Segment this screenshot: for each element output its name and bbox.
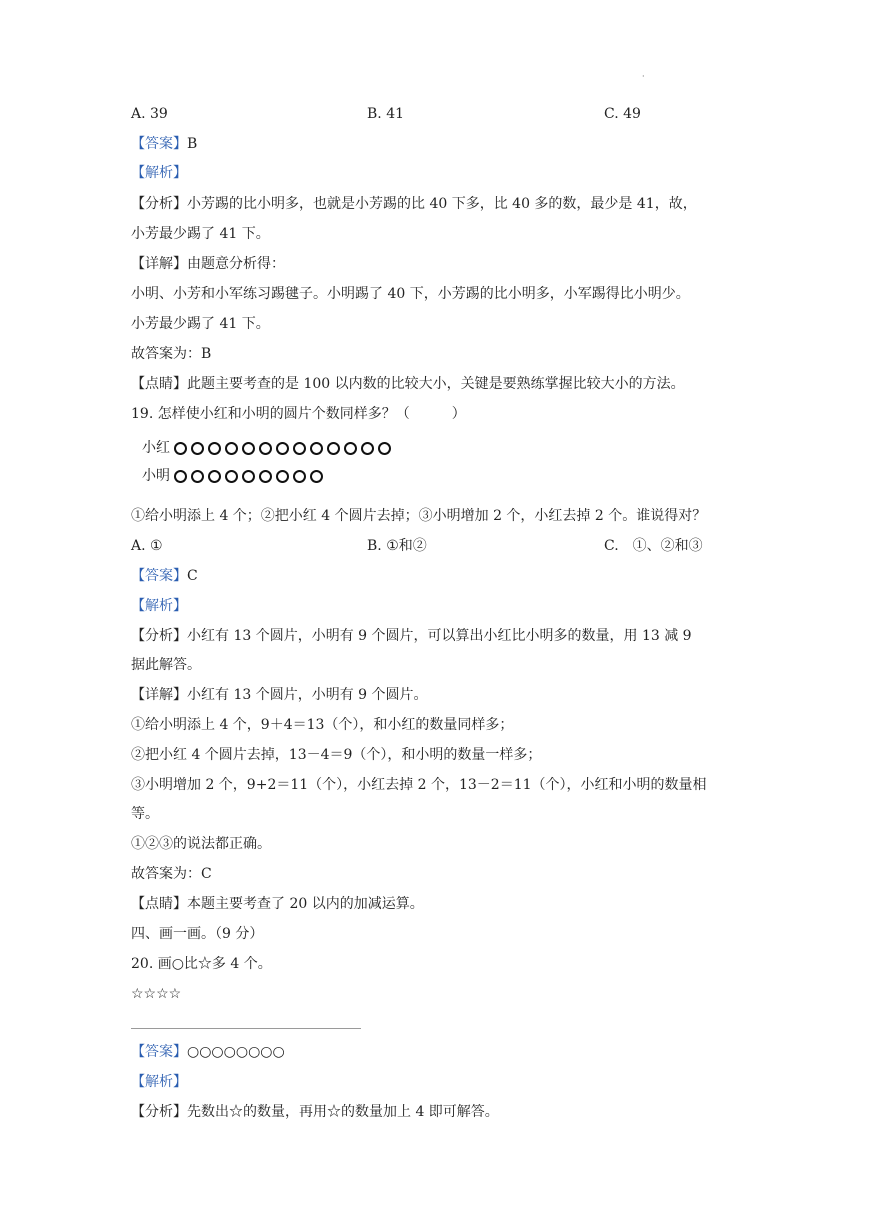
xiangjie-text: 小红有 13 个圆片，小明有 9 个圆片。 [187, 687, 428, 703]
q19-option-a: A. ① [131, 538, 163, 554]
disc-icon [344, 442, 357, 455]
dianjing-tag: 【点睛】 [131, 376, 187, 392]
q19-question: 19. 怎样使小红和小明的圆片个数同样多？（ ） [131, 406, 466, 422]
disc-icon [310, 470, 323, 483]
disc-icon [327, 442, 340, 455]
q18-dianjing [131, 374, 685, 394]
xiangjie-tag: 【详解】 [131, 256, 187, 272]
answer-text: C [187, 568, 198, 584]
disc-icon [293, 442, 306, 455]
disc-icon [174, 470, 187, 483]
section-4-title: 四、画一画。（9 分） [131, 926, 264, 942]
q20-question: 20. 画○比☆多 4 个。 [131, 956, 272, 972]
fenxi-text: 先数出☆的数量，再用☆的数量加上 4 即可解答。 [187, 1104, 499, 1120]
q18-xiangjie [131, 254, 285, 274]
disc-icon [259, 442, 272, 455]
q19-step-1: ①给小明添上 4 个，9＋4＝13（个），和小红的数量同样多； [131, 717, 514, 733]
disc-icon [378, 442, 391, 455]
xiaohong-circles [174, 437, 395, 459]
disc-icon [276, 442, 289, 455]
q18-fenxi-line2: 小芳最少踢了 41 下。 [131, 226, 270, 242]
q19-conclusion: ①②③的说法都正确。 [131, 836, 271, 852]
q19-fenxi [131, 626, 692, 646]
q20-stars: ☆☆☆☆ [131, 986, 182, 1002]
q19-step-3b: 等。 [131, 806, 159, 822]
fenxi-text: 小红有 13 个圆片，小明有 9 个圆片，可以算出小红比小明多的数量，用 13 减 9 [187, 628, 692, 644]
dianjing-text: 此题主要考查的是 100 以内数的比较大小，关键是要熟练掌握比较大小的方法。 [187, 376, 685, 392]
disc-icon [191, 442, 204, 455]
fenxi-tag: 【分析】 [131, 1104, 187, 1120]
answer-text: B [187, 136, 198, 152]
xiaohong-label: 小红 [142, 440, 170, 456]
disc-icon [225, 470, 238, 483]
q20-answer [131, 1042, 285, 1062]
answer-text: ○○○○○○○○ [187, 1044, 285, 1060]
q20-fenxi [131, 1102, 499, 1122]
answer-blank-line [131, 1028, 361, 1029]
answer-tag: 【答案】 [131, 1044, 187, 1060]
q19-step-3a: ③小明增加 2 个，9+2＝11（个），小红去掉 2 个，13－2＝11（个），小红和小明的数量相 [131, 777, 707, 793]
q19-analysis-tag: 【解析】 [131, 598, 187, 614]
q18-option-c: C. 49 [604, 106, 641, 122]
q18-option-b: B. 41 [367, 106, 405, 122]
q19-dianjing [131, 894, 424, 914]
xiaoming-circles [174, 465, 327, 487]
fenxi-tag: 【分析】 [131, 196, 187, 212]
dianjing-text: 本题主要考查了 20 以内的加减运算。 [187, 896, 424, 912]
xiaoming-label: 小明 [142, 468, 170, 484]
fenxi-tag: 【分析】 [131, 628, 187, 644]
disc-icon [276, 470, 289, 483]
disc-icon [242, 442, 255, 455]
q19-statement: ①给小明添上 4 个；②把小红 4 个圆片去掉；③小明增加 2 个，小红去掉 2 个。谁说得对？ [131, 508, 707, 524]
q19-answer [131, 566, 198, 586]
disc-icon [208, 470, 221, 483]
q18-body-2: 小芳最少踢了 41 下。 [131, 316, 270, 332]
corner-dot: · [642, 72, 645, 81]
q18-fenxi [131, 194, 697, 214]
disc-icon [361, 442, 374, 455]
xiangjie-text: 由题意分析得： [187, 256, 285, 272]
q18-analysis-tag: 【解析】 [131, 165, 187, 181]
xiaoming-row [142, 465, 327, 487]
q18-body-1: 小明、小芳和小军练习踢毽子。小明踢了 40 下，小芳踢的比小明多，小军踢得比小明少。 [131, 286, 690, 302]
q19-xiangjie [131, 685, 428, 705]
q19-option-c: C. ①、②和③ [604, 538, 703, 554]
disc-icon [174, 442, 187, 455]
xiaohong-row [142, 437, 395, 459]
answer-tag: 【答案】 [131, 568, 187, 584]
fenxi-text: 小芳踢的比小明多，也就是小芳踢的比 40 下多，比 40 多的数，最少是 41，故， [187, 196, 697, 212]
dianjing-tag: 【点睛】 [131, 896, 187, 912]
q18-final: 故答案为：B [131, 346, 212, 362]
answer-tag: 【答案】 [131, 136, 187, 152]
xiangjie-tag: 【详解】 [131, 687, 187, 703]
q18-answer [131, 134, 197, 154]
q19-fenxi-line2: 据此解答。 [131, 657, 201, 673]
q19-step-2: ②把小红 4 个圆片去掉，13－4＝9（个），和小明的数量一样多； [131, 747, 542, 763]
disc-icon [208, 442, 221, 455]
q19-final: 故答案为：C [131, 866, 212, 882]
q18-option-a: A. 39 [131, 106, 168, 122]
disc-icon [259, 470, 272, 483]
disc-icon [293, 470, 306, 483]
disc-icon [310, 442, 323, 455]
disc-icon [225, 442, 238, 455]
q20-analysis-tag: 【解析】 [131, 1074, 187, 1090]
q19-option-b: B. ①和② [367, 538, 427, 554]
disc-icon [191, 470, 204, 483]
disc-icon [242, 470, 255, 483]
